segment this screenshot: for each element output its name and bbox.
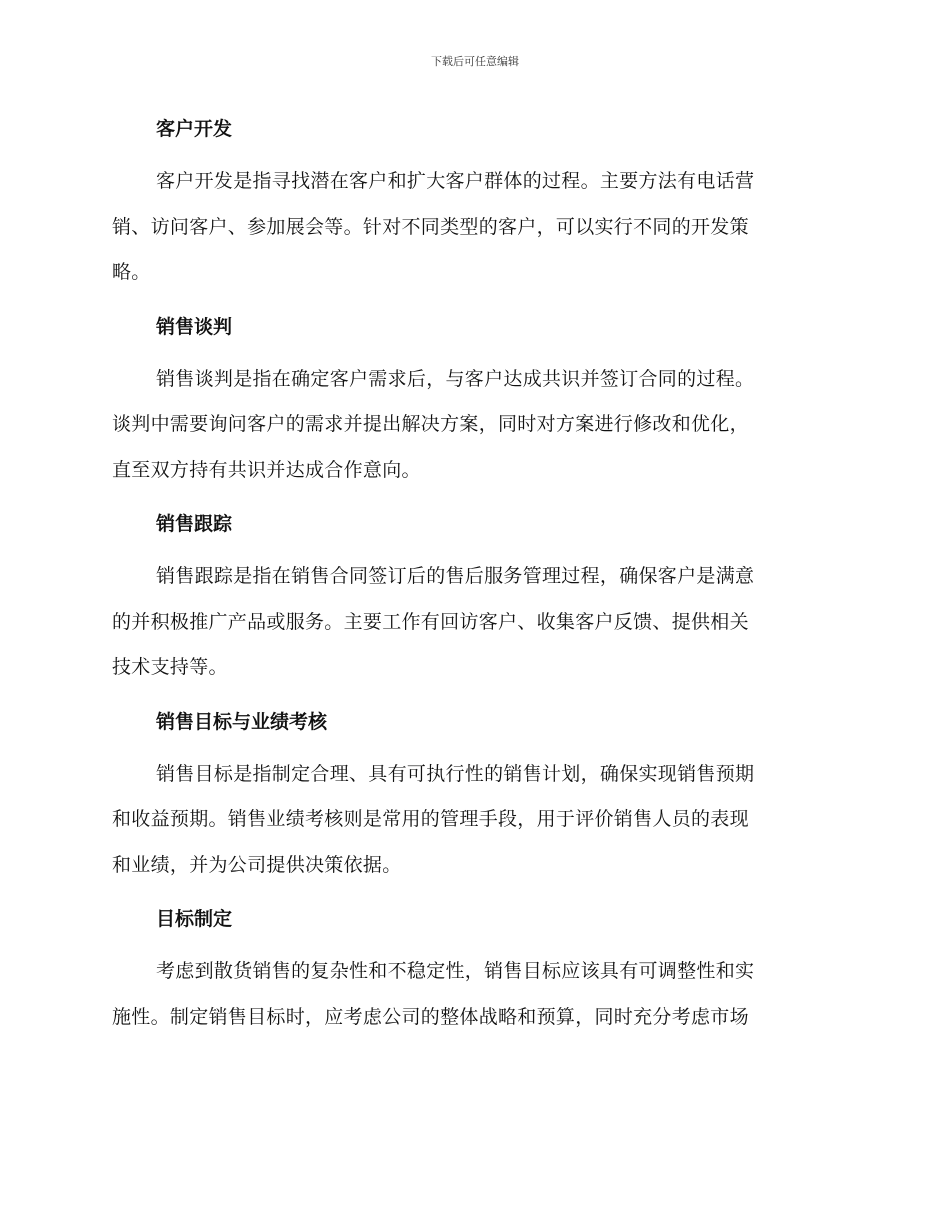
section-heading: 销售跟踪	[156, 513, 233, 535]
section-paragraph	[112, 554, 830, 691]
section-heading: 客户开发	[156, 118, 233, 140]
paragraph-line: 施性。制定销售目标时，应考虑公司的整体战略和预算，同时充分考虑市场	[112, 1005, 749, 1028]
paragraph-line: 和收益预期。销售业绩考核则是常用的管理手段，用于评价销售人员的表现	[112, 808, 749, 830]
paragraph-line: 销售目标是指制定合理、具有可执行性的销售计划，确保实现销售预期	[156, 762, 755, 785]
paragraph-line: 销、访问客户、参加展会等。针对不同类型的客户，可以实行不同的开发策	[112, 215, 749, 238]
section-heading: 目标制定	[156, 908, 233, 930]
document-body	[112, 112, 830, 1054]
paragraph-line: 的并积极推广产品或服务。主要工作有回访客户、收集客户反馈、提供相关	[112, 610, 749, 633]
section-paragraph	[112, 752, 830, 889]
paragraph-line: 销售谈判是指在确定客户需求后，与客户达成共识并签订合同的过程。	[156, 367, 755, 390]
paragraph-line: 和业绩，并为公司提供决策依据。	[112, 853, 402, 876]
section-heading: 销售目标与业绩考核	[156, 710, 328, 733]
page-header-note: 下载后可任意编辑	[431, 55, 519, 68]
paragraph-line: 客户开发是指寻找潜在客户和扩大客户群体的过程。主要方法有电话营	[156, 170, 755, 192]
section-heading: 销售谈判	[156, 315, 233, 338]
section-paragraph	[112, 159, 830, 296]
paragraph-line: 考虑到散货销售的复杂性和不稳定性，销售目标应该具有可调整性和实	[156, 960, 755, 982]
section-paragraph	[112, 949, 830, 1040]
paragraph-line: 略。	[112, 261, 151, 283]
section-paragraph	[112, 357, 830, 494]
paragraph-line: 直至双方持有共识并达成合作意向。	[112, 458, 421, 481]
paragraph-line: 技术支持等。	[112, 656, 228, 678]
paragraph-line: 谈判中需要询问客户的需求并提出解决方案，同时对方案进行修改和优化，	[112, 413, 749, 435]
paragraph-line: 销售跟踪是指在销售合同签订后的售后服务管理过程，确保客户是满意	[156, 565, 755, 587]
